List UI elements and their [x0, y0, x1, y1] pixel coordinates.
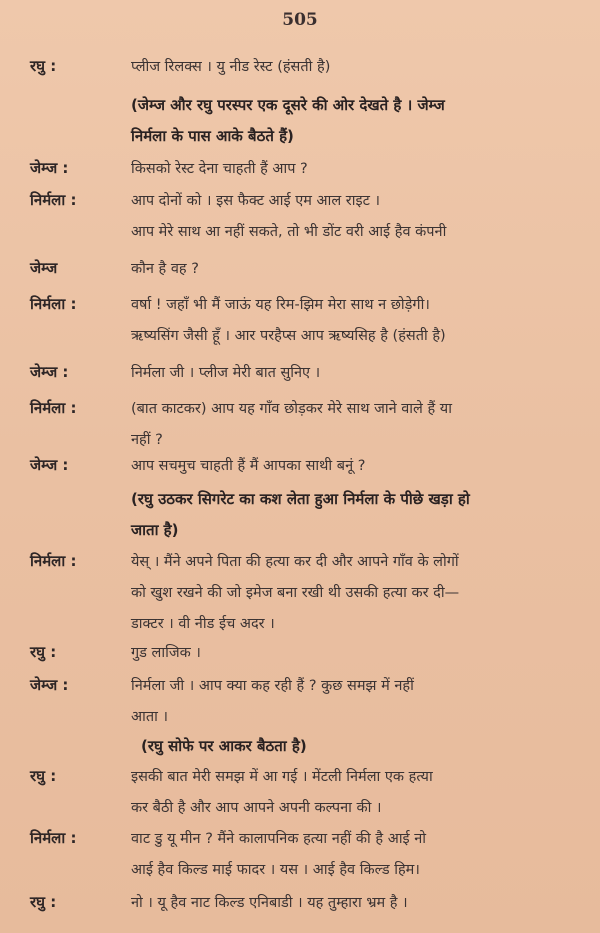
dialogue-line: डाक्टर । वी नीड ईच अदर । [131, 616, 275, 632]
speaker-name: निर्मला : [30, 399, 77, 417]
dialogue-line: आप सचमुच चाहती हैं मैं आपका साथी बनूं ? [131, 458, 366, 474]
dialogue-line: वर्षा ! जहाँ भी मैं जाऊं यह रिम-झिम मेरा साथ न छोड़ेगी। [131, 297, 430, 313]
dialogue-text [131, 766, 571, 828]
dialogue-text [131, 892, 571, 923]
dialogue-line: वाट डु यू मीन ? मैंने कालापनिक हत्या नहीं की है आई नो [131, 831, 427, 847]
stage-direction-line: (रघु सोफे पर आकर बैठता है) [141, 737, 307, 755]
stage-direction-line: निर्मला के पास आके बैठते हैं) [131, 127, 294, 145]
dialogue-text [131, 56, 571, 87]
dialogue-line: को खुश रखने की जो इमेज बना रखी थी उसकी हत्या कर दी— [131, 585, 460, 601]
dialogue-text [131, 675, 571, 737]
stage-direction-text [131, 94, 571, 156]
dialogue-line: आप दोनों को । इस फैक्ट आई एम आल राइट । [131, 193, 380, 209]
dialogue-line: येस् । मैंने अपने पिता की हत्या कर दी और आपने गाँव के लोगों [131, 554, 459, 570]
dialogue-line: कौन है वह ? [131, 261, 199, 277]
dialogue-text [131, 190, 571, 252]
speaker-name: जेम्ज : [30, 676, 69, 694]
speaker-name: जेम्ज : [30, 159, 69, 177]
dialogue-line: ऋष्यसिंग जैसी हूँ । आर परहैप्स आप ऋष्यसिह है (हंसती है) [131, 328, 446, 344]
stage-direction-text [131, 735, 571, 766]
dialogue-line: प्लीज रिलक्स । यु नीड रेस्ट (हंसती है) [131, 59, 331, 75]
dialogue-line: किसको रेस्ट देना चाहती हैं आप ? [131, 161, 308, 177]
dialogue-text [131, 158, 571, 189]
dialogue-text [131, 551, 571, 644]
speaker-name: रघु : [30, 893, 57, 911]
dialogue-line: इसकी बात मेरी समझ में आ गई । मेंटली निर्मला एक हत्या [131, 769, 433, 785]
speaker-name: निर्मला : [30, 829, 77, 847]
dialogue-text [131, 398, 571, 460]
speaker-name: जेम्ज : [30, 363, 69, 381]
stage-direction-line: (रघु उठकर सिगरेट का कश लेता हुआ निर्मला के पीछे खड़ा हो [131, 490, 470, 508]
dialogue-text [131, 362, 571, 393]
dialogue-line: नो । यू हैव नाट किल्ड एनिबाडी । यह तुम्हारा भ्रम है । [131, 895, 408, 911]
dialogue-line: (बात काटकर) आप यह गाँव छोड़कर मेरे साथ जाने वाले हैं या [131, 401, 452, 417]
stage-direction-line: (जेम्ज और रघु परस्पर एक दूसरे की ओर देखते है । जेम्ज [131, 96, 445, 114]
speaker-name: निर्मला : [30, 191, 77, 209]
dialogue-text [131, 455, 571, 486]
dialogue-line: आई हैव किल्ड माई फादर । यस । आई हैव किल्ड हिम। [131, 862, 420, 878]
dialogue-text [131, 258, 571, 289]
speaker-name: रघु : [30, 57, 57, 75]
dialogue-line: आप मेरे साथ आ नहीं सकते, तो भी डोंट वरी आई हैव कंपनी [131, 224, 447, 240]
dialogue-line: कर बैठी है और आप आपने अपनी कल्पना की । [131, 800, 382, 816]
speaker-name: निर्मला : [30, 295, 77, 313]
stage-direction-line: जाता है) [131, 521, 179, 539]
dialogue-line: निर्मला जी । आप क्या कह रही हैं ? कुछ समझ में नहीं [131, 678, 414, 694]
dialogue-text [131, 828, 571, 890]
dialogue-line: आता । [131, 709, 168, 725]
stage-direction-text [131, 488, 571, 550]
speaker-name: रघु : [30, 643, 57, 661]
speaker-name: जेम्ज : [30, 456, 69, 474]
speaker-name: रघु : [30, 767, 57, 785]
speaker-name: निर्मला : [30, 552, 77, 570]
page-number: 505 [282, 10, 318, 30]
dialogue-text [131, 642, 571, 673]
speaker-name: जेम्ज [30, 259, 58, 277]
dialogue-line: निर्मला जी । प्लीज मेरी बात सुनिए । [131, 365, 321, 381]
dialogue-line: नहीं ? [131, 432, 163, 448]
dialogue-line: गुड लाजिक । [131, 645, 201, 661]
dialogue-text [131, 294, 571, 356]
